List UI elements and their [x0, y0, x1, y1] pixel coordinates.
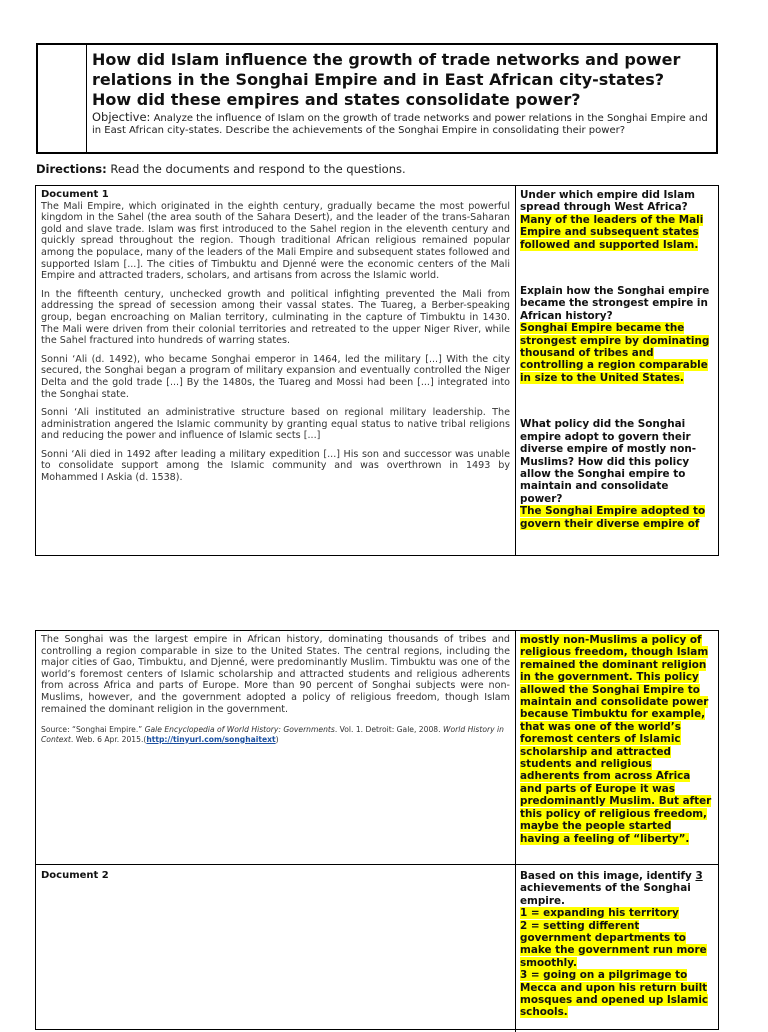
directions: [36, 162, 406, 176]
source-citation: [41, 725, 510, 744]
doc1-paragraph: The Mali Empire, which originated in the eighth century, gradually became the most powerful kingdom in the Sahel (the area south of the Sahara Desert), and the leader of the trans-Saharan gold and slave trade. Islam was first introduced to the Sahel region in the eleventh century and quickly spread throughout the region. Though traditional African religious remained popular among the populace, many of the leaders of the Mali Empire and subsequent states followed and supported Islam [...]. The cities of Timbuktu and Djenné were the economic centers of the Mali Empire and attracted traders, scholars, and artisans from across the Islamic world.: [41, 200, 510, 282]
answer-3-continued-cell: [516, 631, 718, 864]
achievement-2: 2 = setting different government departments to make the government run more smoothly.: [520, 919, 707, 969]
document-2-questions: [516, 865, 718, 1032]
source-link[interactable]: http://tinyurl.com/songhaitext: [146, 734, 276, 744]
objective: [92, 111, 708, 137]
document-1-text: [36, 186, 516, 555]
answer-2: Songhai Empire became the strongest empire by dominating thousand of tribes and controlling a region comparable in size to the United States.: [520, 322, 710, 384]
source-prefix: Source: “Songhai Empire.”: [41, 725, 145, 735]
achievement-3: 3 = going on a pilgrimage to Mecca and upon his return built mosques and opened up Islamic schools.: [520, 969, 709, 1019]
document-1-questions: [516, 186, 718, 555]
source-mid: . Vol. 1. Detroit: Gale, 2008.: [334, 725, 443, 735]
document-2-heading: Document 2: [41, 870, 109, 881]
directions-text: Read the documents and respond to the questions.: [106, 162, 406, 176]
doc1b-paragraph: The Songhai was the largest empire in African history, dominating thousands of tribes and controlling a region comparable in size to the United States. The central regions, including the major cities of Gao, Timbuktu, and Djenné, were predominantly Muslim. Timbuktu was one of the world’s foremost centers of Islamic scholarship and attracted students and religious adherents from across Africa and parts of Europe. More than 90 percent of Songhai subjects were non-Muslims, however, and the government adopted a policy of religious freedom, though Islam remained the dominant religion in the government.: [41, 634, 510, 715]
header-blank-cell: [38, 45, 87, 152]
question-4: [520, 870, 714, 907]
source-suffix: . Web. 6 Apr. 2015.(: [70, 734, 147, 744]
doc1-paragraph: Sonni ‘Ali (d. 1492), who became Songhai emperor in 1464, led the military [...] With the city secured, the Songhai began a program of military expansion and eventually controlled the Niger Delta and the gold trade [...] By the 1480s, the Tuareg and Mossi had been [...] integrated into the Songhai state.: [41, 353, 510, 400]
directions-label: Directions:: [36, 162, 107, 176]
answer-3: The Songhai Empire adopted to govern their diverse empire of: [520, 505, 706, 530]
doc1-paragraph: In the fifteenth century, unchecked growth and political infighting prevented the Mali from addressing the spread of secession among their vassal states. The Tuareg, a Berber-speaking group, began encroaching on Malian territory, culminating in the capture of Timbuktu in 1430. The Mali were driven from their colonial territories and retreated to the upper Niger River, while the Sahel fractured into hundreds of warring states.: [41, 288, 510, 347]
document-1-heading: Document 1: [41, 189, 109, 200]
source-close: ): [275, 734, 279, 744]
objective-text: Analyze the influence of Islam on the growth of trade networks and power relations in the Songhai Empire and in East African city-states. Describe the achievements of the Songhai Empire in consolidating their power?: [92, 113, 708, 136]
document-1-continued-text: [36, 631, 516, 864]
answer-1: Many of the leaders of the Mali Empire and subsequent states followed and supported Islam.: [520, 213, 704, 251]
answer-3-continued: mostly non-Muslims a policy of religious freedom, though Islam remained the dominant religion in the government. This policy allowed the Songhai Empire to maintain and consolidate power because Timbuktu for example, that was one of the world’s foremost centers of Islamic scholarship and attracted students and religious adherents from across Africa and parts of Europe it was predominantly Muslim. But after this policy of religious freedom, maybe the people started having a feeling of “liberty”.: [520, 634, 712, 845]
source-database: World History in Context: [41, 725, 504, 744]
doc1-paragraph: Sonni ‘Ali died in 1492 after leading a military expedition [...] His son and successor was unable to consolidate support among the Islamic community and was overthrown in 1493 by Mohammed I Askia (d. 1538).: [41, 448, 510, 484]
page-title: How did Islam influence the growth of trade networks and power relations in the Songhai Empire and in East African city-states? How did these empires and states consolidate power?: [92, 50, 681, 109]
document-2-text: [36, 865, 516, 1032]
question-4-post: achievements of the Songhai empire.: [520, 882, 691, 907]
header-box: [36, 43, 718, 154]
document-1-table: [35, 185, 719, 556]
question-2: Explain how the Songhai empire became the strongest empire in African history?: [520, 285, 710, 322]
question-3: What policy did the Songhai empire adopt to govern their diverse empire of mostly non-Muslims? How did this policy allow the Songhai empire to maintain and consolidate power?: [520, 418, 697, 505]
question-4-pre: Based on this image, identify: [520, 870, 696, 882]
question-1: Under which empire did Islam spread through West Africa?: [520, 189, 695, 214]
objective-label: Objective:: [92, 110, 151, 124]
achievement-1: 1 = expanding his territory: [520, 907, 679, 920]
question-4-number: 3: [695, 870, 703, 882]
header-content: [92, 50, 708, 137]
doc1-paragraph: Sonni ‘Ali instituted an administrative structure based on regional military leadership. The administration angered the Islamic community by granting equal status to native tribal religions and reducing the power and influence of Islamic sects [...]: [41, 407, 510, 442]
document-1-continued-table: [35, 630, 719, 1030]
source-title: Gale Encyclopedia of World History: Governments: [144, 725, 335, 735]
